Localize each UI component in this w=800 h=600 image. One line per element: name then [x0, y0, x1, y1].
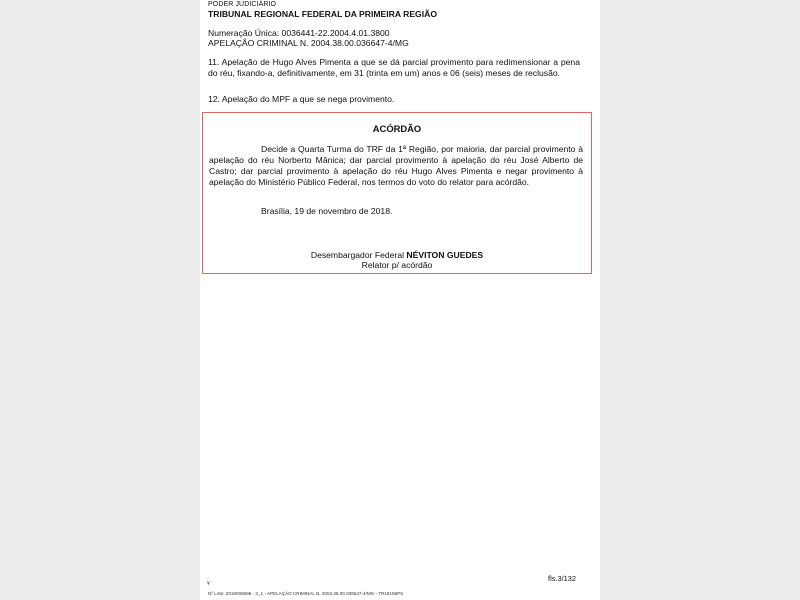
signer-line [203, 250, 591, 260]
footer-mark: ¥ [207, 581, 210, 587]
header-branch: PODER JUDICIÁRIO [208, 1, 277, 8]
paragraph-11: 11. Apelação de Hugo Alves Pimenta a que se dá parcial provimento para redimensionar a pena do réu, fixando-a, definitivamente, em 31 (trinta em um) anos e 06 (seis) meses de reclusão. [208, 57, 580, 78]
acordao-title: ACÓRDÃO [372, 123, 422, 134]
signer-prefix: Desembargador Federal [310, 250, 407, 260]
header-court: TRIBUNAL REGIONAL FEDERAL DA PRIMEIRA REGIÃO [208, 9, 438, 19]
acordao-body: Decide a Quarta Turma do TRF da 1ª Região, por maioria, dar parcial provimento à apelação do réu Norberto Mânica; dar parcial provimento à apelação do réu José Alberto de Castro; dar parcial provimento à apelação do réu Hugo Alves Pimenta e negar provimento à apelação do Ministério Público Federal, nos termos do voto do relator para acórdão. [209, 144, 583, 187]
appeal-number: APELAÇÃO CRIMINAL N. 2004.38.00.036647-4/MG [208, 38, 409, 48]
acordao-place-date: Brasília, 19 de novembro de 2018. [261, 206, 393, 216]
document-page [200, 0, 600, 600]
case-number: Numeração Única: 0036441-22.2004.4.01.3800 [208, 28, 390, 38]
acordao-box [202, 112, 592, 274]
signer-role: Relator p/ acórdão [361, 260, 433, 270]
footer-lote: Nº Lote: 2019006696 - 3_1 - APELAÇÃO CRIMINAL N. 2004.38.00.036647-4/MG - TR19158PS [208, 591, 404, 596]
paragraph-12: 12. Apelação do MPF a que se nega provimento. [208, 94, 395, 104]
signer-name: NÉVITON GUEDES [406, 250, 484, 260]
page-count: fls.3/132 [548, 574, 576, 583]
